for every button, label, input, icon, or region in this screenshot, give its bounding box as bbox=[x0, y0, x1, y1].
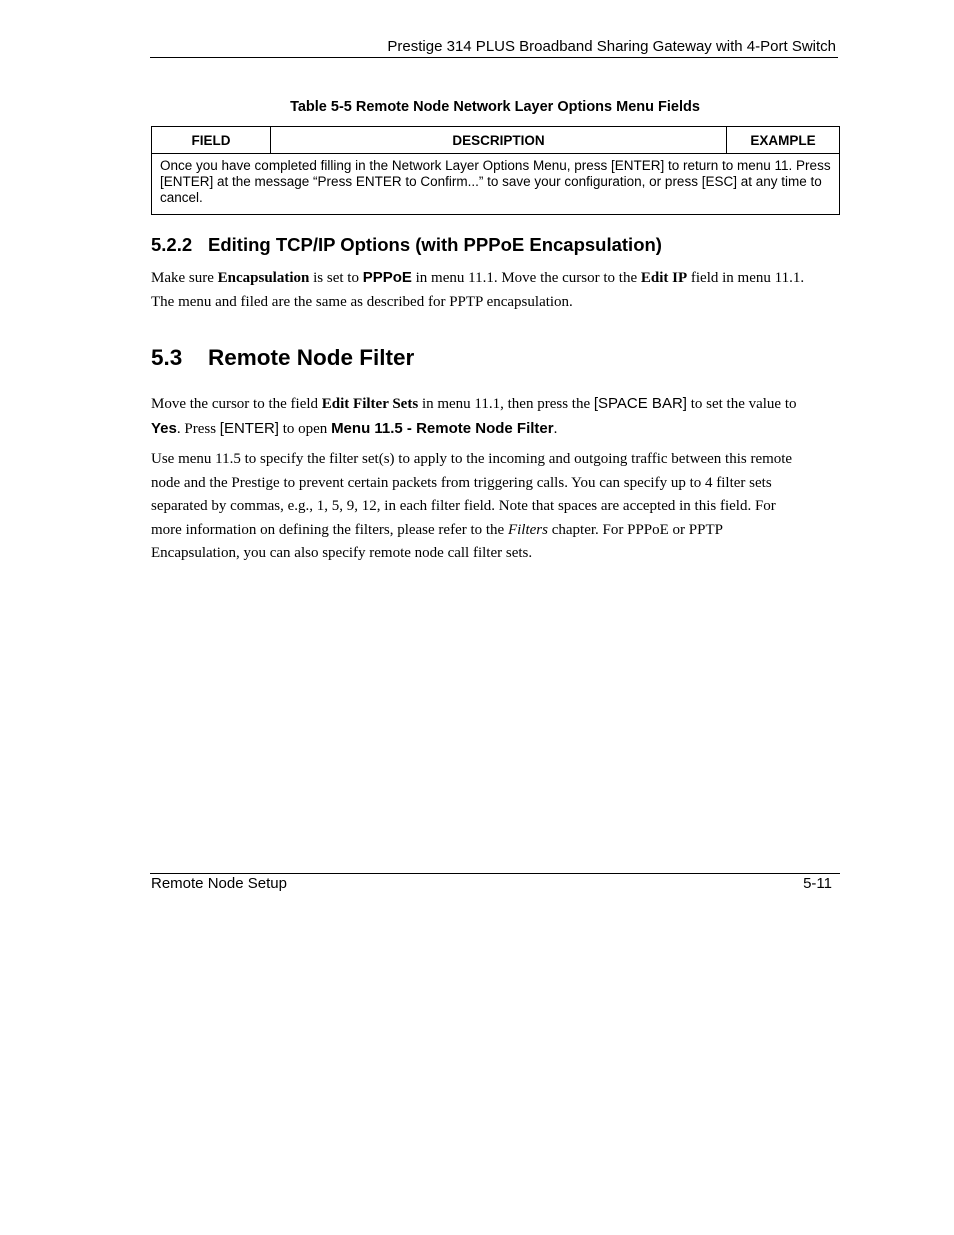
bold-term: PPPoE bbox=[362, 269, 412, 286]
text-line: Encapsulation, you can also specify remote node call filter sets. bbox=[151, 545, 533, 561]
bold-term: Yes bbox=[151, 419, 177, 437]
italic-term: Filters bbox=[507, 521, 548, 538]
text-run: The menu and filed are the same as described for PPTP encapsulation. bbox=[151, 293, 573, 310]
section-title: Remote Node Filter bbox=[208, 345, 415, 370]
text-run: Move the cursor to the field bbox=[151, 396, 322, 412]
text-line: separated by commas, e.g., 1, 5, 9, 12, in each filter field. Note that spaces are accepted in this field. For bbox=[151, 498, 776, 514]
footer-chapter-title: Remote Node Setup bbox=[151, 875, 287, 892]
text-run: . Press bbox=[176, 420, 220, 437]
section-number: 5.2.2 bbox=[151, 234, 193, 255]
section-heading-5-2-2 bbox=[151, 234, 662, 256]
header-rule bbox=[150, 57, 838, 58]
text-line: Use menu 11.5 to specify the filter set(s) to apply to the incoming and outgoing traffic between this remote bbox=[151, 451, 793, 467]
column-header-example: EXAMPLE bbox=[727, 127, 840, 154]
table-row bbox=[152, 154, 840, 215]
text-run: in menu 11.1. Move the cursor to the bbox=[411, 270, 641, 286]
bold-term: Menu 11.5 - Remote Node Filter bbox=[331, 419, 554, 437]
text-line: node and the Prestige to prevent certain packets from triggering calls. You can specify up to 4 filter sets bbox=[151, 474, 772, 491]
table-note-cell: Once you have completed filling in the Network Layer Options Menu, press [ENTER] to return to menu 11. Press [ENTER] at the message “Press ENTER to Confirm...” to save your configuration, or press [ESC] at any time to cancel. bbox=[152, 154, 840, 215]
section-number: 5.3 bbox=[151, 345, 183, 370]
bold-term: Edit Filter Sets bbox=[321, 396, 419, 412]
text-run: more information on defining the filters, please refer to the bbox=[151, 521, 508, 538]
text-run: to set the value to bbox=[686, 396, 797, 412]
text-run: in menu 11.1, then press the bbox=[418, 396, 594, 412]
fields-table bbox=[151, 126, 840, 215]
text-run: is set to bbox=[309, 270, 363, 286]
running-header: Prestige 314 PLUS Broadband Sharing Gateway with 4-Port Switch bbox=[387, 38, 836, 55]
page-number: 5-11 bbox=[803, 875, 832, 892]
key-name: [SPACE BAR] bbox=[593, 395, 687, 412]
text-run: to open bbox=[278, 420, 332, 437]
text-run: field in menu 11.1. bbox=[687, 270, 805, 286]
footer-rule bbox=[150, 873, 840, 874]
text-run: Make sure bbox=[151, 270, 218, 286]
key-name: [ENTER] bbox=[219, 419, 279, 437]
bold-term: Edit IP bbox=[640, 270, 688, 286]
paragraph-edit-filter-sets bbox=[151, 392, 841, 441]
paragraph-encapsulation bbox=[151, 266, 841, 314]
section-heading-5-3 bbox=[151, 345, 414, 371]
text-run: . bbox=[553, 420, 558, 437]
section-title: Editing TCP/IP Options (with PPPoE Encapsulation) bbox=[208, 234, 662, 255]
table-caption: Table 5-5 Remote Node Network Layer Options Menu Fields bbox=[290, 99, 700, 115]
text-run: chapter. For PPPoE or PPTP bbox=[547, 521, 723, 538]
column-header-description: DESCRIPTION bbox=[271, 127, 727, 154]
bold-term: Encapsulation bbox=[217, 270, 310, 286]
column-header-field: FIELD bbox=[152, 127, 271, 154]
paragraph-filter-usage bbox=[151, 448, 841, 566]
table-header-row bbox=[152, 127, 840, 154]
